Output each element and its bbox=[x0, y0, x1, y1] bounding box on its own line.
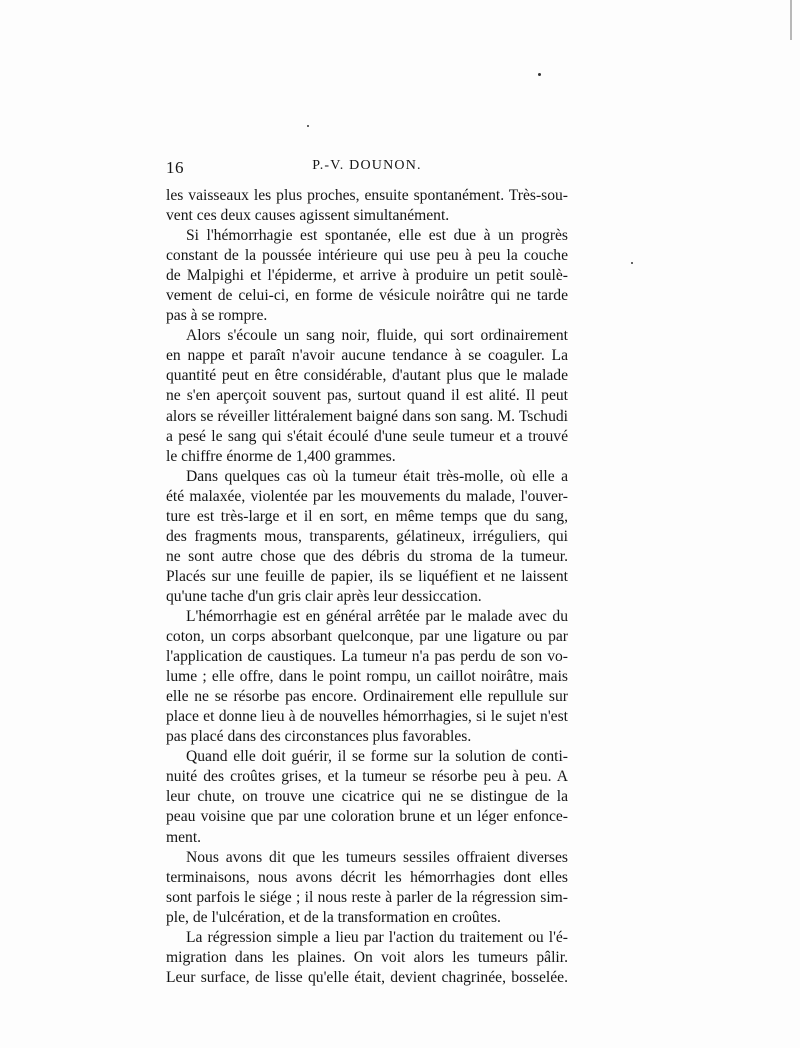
text-line: les vaisseaux les plus proches, ensuite spontanément. Très-sou- bbox=[166, 187, 568, 204]
text-line: migration dans les plaines. On voit alors les tumeurs pâlir. bbox=[166, 948, 568, 966]
text-line: Quand elle doit guérir, il se forme sur la solution de conti- bbox=[186, 748, 568, 766]
text-line: a pesé le sang qui s'était écoulé d'une seule tumeur et a trouvé bbox=[166, 427, 568, 445]
text-line: La régression simple a lieu par l'action du traitement ou l'é- bbox=[186, 928, 568, 946]
page-number: 16 bbox=[166, 158, 184, 177]
text-line: qu'une tache d'un gris clair après leur dessiccation. bbox=[166, 587, 482, 605]
text-line: en nappe et paraît n'avoir aucune tendance à se coaguler. La bbox=[166, 347, 568, 365]
text-line: lume ; elle offre, dans le point rompu, un caillot noirâtre, mais bbox=[166, 668, 568, 686]
ink-speck bbox=[538, 73, 541, 76]
text-line: des fragments mous, transparents, gélatineux, irréguliers, qui bbox=[166, 527, 568, 545]
text-line: L'hémorrhagie est en général arrêtée par le malade avec du bbox=[186, 607, 568, 625]
text-line: quantité peut en être considérable, d'autant plus que le malade bbox=[166, 367, 568, 385]
text-line: pas placé dans des circonstances plus favorables. bbox=[166, 728, 472, 746]
text-line: été malaxée, violentée par les mouvements du malade, l'ouver- bbox=[166, 487, 568, 505]
text-line: ne sont autre chose que des débris du stroma de la tumeur. bbox=[166, 547, 568, 565]
text-line: l'application de caustiques. La tumeur n'a pas perdu de son vo- bbox=[166, 648, 568, 666]
text-line: Leur surface, de lisse qu'elle était, devient chagrinée, bosselée. bbox=[166, 968, 568, 986]
text-line: Si l'hémorrhagie est spontanée, elle est due à un progrès bbox=[186, 227, 568, 245]
text-line: coton, un corps absorbant quelconque, par une ligature ou par bbox=[166, 628, 568, 646]
text-line: ne s'en aperçoit souvent pas, surtout quand il est alité. Il peut bbox=[166, 387, 568, 405]
scan-edge-mark bbox=[790, 0, 792, 40]
ink-speck bbox=[307, 125, 309, 127]
text-line: de Malpighi et l'épiderme, et arrive à produire un petit soulè- bbox=[166, 267, 568, 285]
text-line: constant de la poussée intérieure qui use peu à peu la couche bbox=[166, 247, 568, 265]
text-line: pas à se rompre. bbox=[166, 307, 268, 325]
text-line: Dans quelques cas où la tumeur était très-molle, où elle a bbox=[186, 467, 568, 485]
text-line: Alors s'écoule un sang noir, fluide, qui sort ordinairement bbox=[186, 327, 568, 345]
text-line: nuité des croûtes grises, et la tumeur se résorbe peu à peu. A bbox=[166, 768, 568, 786]
text-line: ment. bbox=[166, 828, 202, 846]
text-line: elle ne se résorbe pas encore. Ordinairement elle repullule sur bbox=[166, 688, 568, 706]
text-line: le chiffre énorme de 1,400 grammes. bbox=[166, 447, 396, 465]
text-line: Placés sur une feuille de papier, ils se liquéfient et ne laissent bbox=[166, 567, 568, 585]
text-line: vent ces deux causes agissent simultanément. bbox=[166, 207, 450, 225]
text-line: terminaisons, nous avons décrit les hémorrhagies dont elles bbox=[166, 868, 568, 886]
text-line: vement de celui-ci, en forme de vésicule noirâtre qui ne tarde bbox=[166, 287, 568, 305]
text-line: peau voisine que par une coloration brune et un léger enfonce- bbox=[166, 808, 568, 826]
running-head bbox=[166, 158, 568, 182]
text-line: ture est très-large et il en sort, en même temps que du sang, bbox=[166, 507, 568, 525]
text-line: Nous avons dit que les tumeurs sessiles offraient diverses bbox=[186, 848, 568, 866]
body-text bbox=[166, 186, 568, 988]
text-line: sont parfois le siége ; il nous reste à parler de la régression sim- bbox=[166, 888, 568, 906]
text-line: leur chute, on trouve une cicatrice qui ne se distingue de la bbox=[166, 788, 568, 806]
text-line: ple, de l'ulcération, et de la transformation en croûtes. bbox=[166, 908, 501, 926]
ink-speck bbox=[631, 262, 633, 264]
text-line: alors se réveiller littéralement baigné dans son sang. M. Tschudi bbox=[166, 407, 568, 425]
text-line: place et donne lieu à de nouvelles hémorrhagies, si le sujet n'est bbox=[166, 708, 568, 726]
running-title: P.-V. DOUNON. bbox=[312, 158, 422, 173]
